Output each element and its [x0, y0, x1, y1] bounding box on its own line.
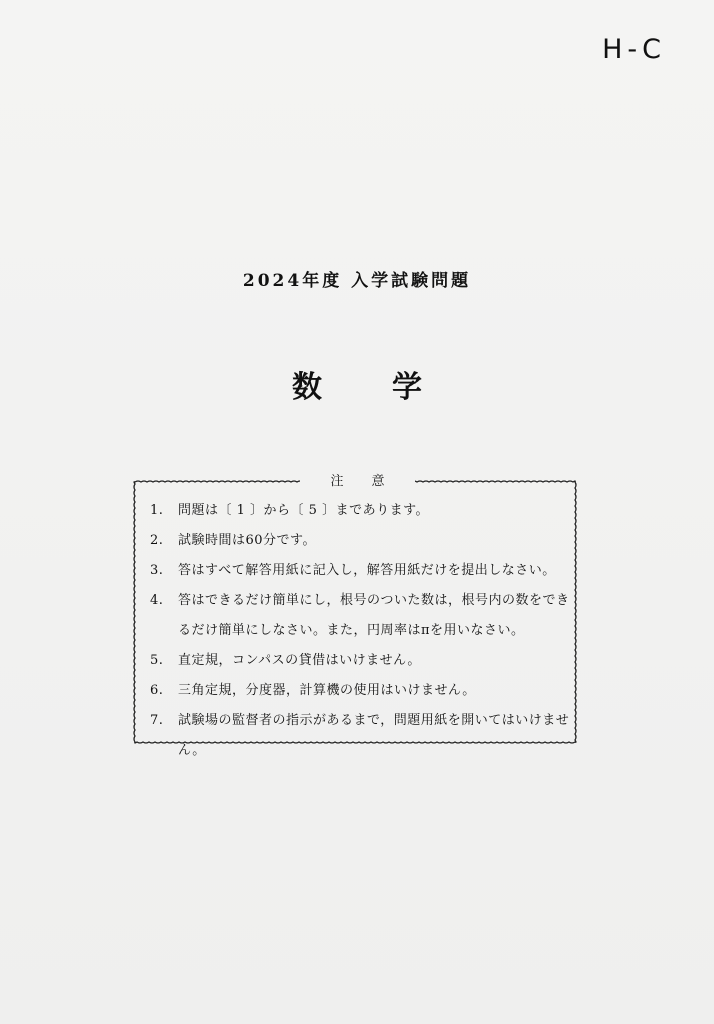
exam-code: H-C: [602, 34, 666, 65]
notice-item-text: 三角定規，分度器，計算機の使用はいけません。: [178, 683, 476, 698]
notice-item-text: 試験時間は60分です。: [178, 533, 317, 548]
notice-item: [150, 496, 570, 526]
notice-heading: 注意: [300, 470, 415, 489]
exam-title: 2024年度 入学試験問題: [242, 271, 472, 291]
notice-item-number: 2.: [150, 533, 164, 548]
notice-item-text: 問題は〔 1 〕から〔 5 〕まであります。: [178, 503, 430, 518]
notice-item-number: 5.: [150, 653, 164, 668]
notice-item-text: 直定規，コンパスの貸借はいけません。: [178, 653, 421, 668]
notice-item: [150, 586, 570, 646]
notice-item-number: 3.: [150, 563, 164, 578]
notice-item: [150, 646, 570, 676]
notice-item-text: 答はすべて解答用紙に記入し，解答用紙だけを提出しなさい。: [178, 563, 556, 578]
notice-list: [150, 496, 570, 766]
notice-item-text: 試験場の監督者の指示があるまで，問題用紙を開いてはいけません。: [178, 713, 570, 758]
notice-item: [150, 526, 570, 556]
notice-item-number: 6.: [150, 683, 164, 698]
notice-item: [150, 706, 570, 766]
notice-item: [150, 556, 570, 586]
notice-item-number: 4.: [150, 593, 164, 608]
notice-item-number: 7.: [150, 713, 164, 728]
notice-item-number: 1.: [150, 503, 164, 518]
subject-title: 数学: [292, 370, 492, 405]
notice-item: [150, 676, 570, 706]
notice-item-text: 答はできるだけ簡単にし，根号のついた数は，根号内の数をできるだけ簡単にしなさい。また，円周率はπを用いなさい。: [178, 593, 570, 638]
